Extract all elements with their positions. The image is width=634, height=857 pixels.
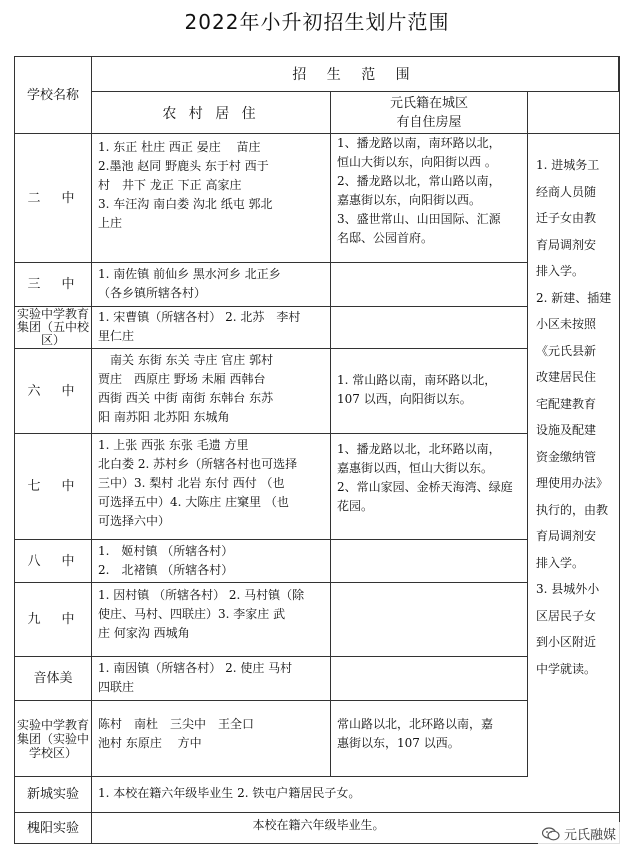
text-line: 1. 姬村镇 （所辖各村） [98, 544, 234, 558]
text-line: 3. 车汪沟 南白娄 沟北 纸屯 郭北 [98, 197, 273, 211]
rural-range [92, 701, 331, 777]
note-line: 资金缴纳管 [536, 449, 597, 464]
text-line: 三中）3. 梨村 北岩 东付 西付 （也 [98, 476, 285, 490]
note-line: 1. 进城务工 [536, 158, 600, 172]
text-line: 名邸、公园首府。 [337, 231, 434, 245]
note-line: 经商人员随 [536, 184, 597, 199]
text-line: 1. 上张 西张 东张 毛遗 方里 [98, 438, 249, 452]
text-line: 可选择六中） [98, 514, 171, 528]
text-line: 1. 本校在籍六年级毕业生 2. 铁屯户籍居民子女。 [98, 786, 361, 800]
text-line: 3、盛世常山、山田国际、汇源 [337, 212, 501, 226]
school-name: 音体美 [15, 657, 92, 701]
note-line: 育局调剂安 [536, 237, 597, 252]
header-urban-line2: 有自住房屋 [396, 114, 462, 130]
header-urban [331, 92, 528, 134]
header-school-name: 学校名称 [15, 57, 92, 134]
notes-column [527, 134, 618, 777]
urban-range-empty [331, 583, 528, 657]
header-rural: 农 村 居 住 [92, 92, 331, 134]
text-line: 常山路以北，北环路以南，嘉 [337, 717, 494, 731]
school-name: 实验中学教育集团（五中校区） [15, 307, 92, 349]
rural-range [92, 349, 331, 434]
page-title: 2022年小升初招生划片范围 [184, 10, 450, 34]
text-line: 可选择五中）4. 大陈庄 庄窠里 （也 [98, 495, 289, 509]
school-name: 九 中 [15, 583, 92, 657]
text-line: 107 以西，向阳街以东。 [337, 392, 472, 406]
text-line: 花园。 [337, 499, 374, 513]
urban-range-empty [331, 307, 528, 349]
school-name: 槐阳实验 [15, 813, 92, 843]
admission-table [14, 56, 620, 844]
text-line: 本校在籍六年级毕业生。 [252, 818, 385, 832]
text-line: 陈村 南杜 三尖中 王全口 [98, 717, 255, 731]
header-note-blank [528, 92, 619, 134]
text-line: 西街 西关 中街 南街 东韩台 东苏 [98, 391, 274, 405]
text-line: 里仁庄 [98, 329, 135, 343]
school-name: 二 中 [15, 134, 92, 263]
note-line: 区居民子女 [536, 608, 597, 623]
note-line: 育局调剂安 [536, 529, 597, 543]
note-line: 迁子女由教 [536, 211, 597, 225]
text-line: 1. 南因镇（所辖各村） 2. 使庄 马村 [98, 661, 293, 675]
rural-range [92, 263, 331, 307]
urban-range [331, 701, 528, 777]
text-line: 惠街以东，107 以西。 [337, 736, 460, 750]
school-name: 实验中学教育集团（实验中学校区） [15, 701, 92, 777]
rural-range [92, 540, 331, 583]
wechat-icon [542, 827, 560, 841]
text-line: 1. 南佐镇 前仙乡 黑水河乡 北正乡 [98, 267, 281, 281]
text-line: 池村 东原庄 方中 [98, 736, 202, 750]
rural-range [92, 434, 331, 540]
text-line: 嘉惠街以东，向阳街以西。 [337, 193, 482, 207]
text-line: 阳 南苏阳 北苏阳 东城角 [98, 410, 230, 424]
header-urban-line1: 元氏籍在城区 [389, 95, 468, 111]
note-line: 《元氏县新 [536, 343, 597, 358]
text-line: 南关 东街 东关 寺庄 官庄 郭村 [98, 353, 274, 367]
text-line: 四联庄 [98, 680, 135, 694]
note-line: 设施及配建 [536, 423, 597, 437]
school-name: 七 中 [15, 434, 92, 540]
text-line: 庄 何家沟 西城角 [98, 626, 190, 640]
text-line: 1. 东正 杜庄 西正 晏庄 苗庄 [98, 140, 261, 154]
school-name: 八 中 [15, 540, 92, 583]
note-line: 小区未按照 [536, 317, 597, 331]
note-line: 中学就读。 [536, 661, 597, 676]
school-name: 三 中 [15, 263, 92, 307]
note-line: 排入学。 [536, 264, 585, 278]
text-line: 2. 北褚镇 （所辖各村） [98, 563, 234, 577]
text-line: 1. 宋曹镇（所辖各村） 2. 北苏 李村 [98, 310, 301, 324]
urban-range [331, 434, 528, 540]
note-line: 执行的，由教 [536, 502, 609, 517]
text-line: 1、播龙路以北，北环路以南， [337, 442, 501, 456]
text-line: 1. 因村镇 （所辖各村） 2. 马村镇（除 [98, 588, 305, 602]
urban-range [331, 134, 528, 263]
text-line: 嘉惠街以西，恒山大街以东。 [337, 461, 494, 475]
text-line: 2、常山家园、金桥天海湾、绿庭 [337, 480, 513, 494]
watermark [538, 822, 620, 845]
watermark-text: 元氏融媒 [563, 828, 616, 843]
bottom-range [92, 777, 619, 813]
text-line: 1. 常山路以南，南环路以北， [337, 373, 497, 387]
urban-range [331, 349, 528, 434]
note-line: 排入学。 [536, 555, 585, 570]
text-line: （各乡镇所辖各村） [98, 286, 207, 300]
note-line: 3. 县城外小 [536, 582, 600, 596]
text-line: 恒山大街以东，向阳街以西 。 [337, 155, 497, 169]
note-line: 2. 新建、插建 [536, 290, 612, 305]
text-line: 贾庄 西原庄 野场 未厢 西韩台 [98, 372, 266, 386]
text-line: 2、播龙路以北，常山路以南， [337, 174, 501, 188]
rural-range [92, 134, 331, 263]
text-line: 北白娄 2. 苏村乡（所辖各村也可选择 [98, 457, 298, 471]
text-line: 2.墨池 赵同 野鹿头 东于村 西于 [98, 159, 269, 173]
urban-range-empty [331, 540, 528, 583]
rural-range [92, 307, 331, 349]
note-line: 理使用办法》 [536, 476, 609, 490]
rural-range [92, 657, 331, 701]
header-enrollment-range: 招 生 范 围 [92, 57, 619, 92]
note-line: 改建居民住 [536, 370, 597, 384]
urban-range-empty [331, 657, 528, 701]
text-line: 使庄、马村、四联庄）3. 李家庄 武 [98, 607, 286, 621]
note-line: 到小区附近 [536, 635, 597, 649]
text-line: 1、播龙路以南，南环路以北， [337, 136, 501, 150]
urban-range-empty [331, 263, 528, 307]
note-line: 宅配建教育 [536, 396, 597, 411]
school-name: 六 中 [15, 349, 92, 434]
text-line: 上庄 [98, 216, 123, 230]
rural-range [92, 583, 331, 657]
text-line: 村 井下 龙正 下正 高家庄 [98, 178, 242, 192]
school-name: 新城实验 [15, 777, 92, 813]
